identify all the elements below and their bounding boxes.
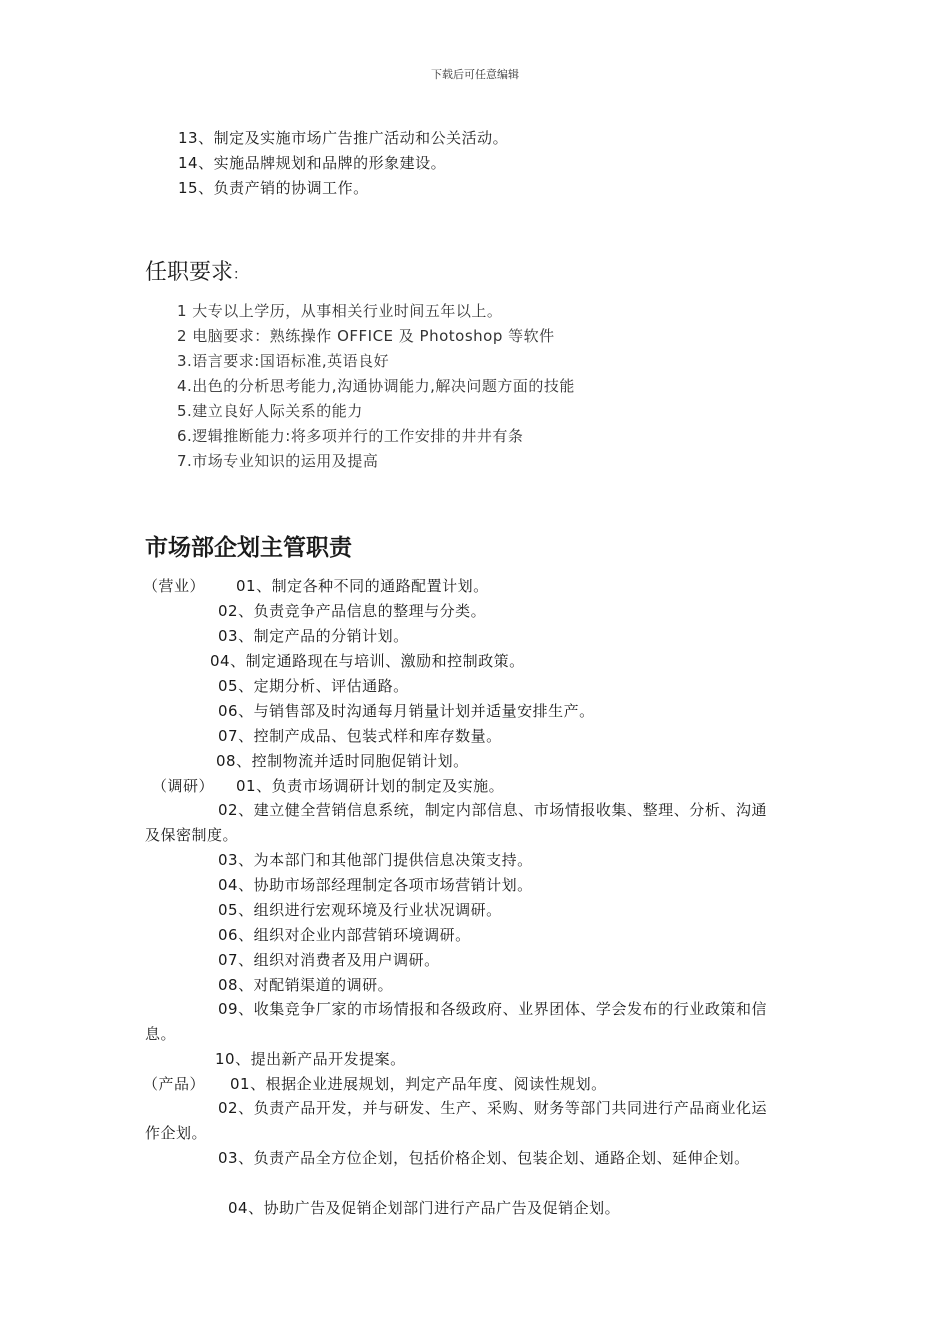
section-label-product: （产品） — [143, 1075, 206, 1093]
research-item: 03、为本部门和其他部门提供信息决策支持。 — [218, 851, 533, 869]
section-label-research: （调研） — [152, 777, 215, 795]
research-item: 10、提出新产品开发提案。 — [215, 1050, 406, 1068]
research-item: 09、收集竞争厂家的市场情报和各级政府、业界团体、学会发布的行业政策和信息。 — [145, 1000, 767, 1043]
research-item: 02、建立健全营销信息系统，制定内部信息、市场情报收集、整理、分析、沟通及保密制度。 — [145, 801, 767, 844]
list-item: 15、负责产销的协调工作。 — [178, 179, 369, 197]
research-item: 08、对配销渠道的调研。 — [218, 976, 394, 994]
requirement-item: 2 电脑要求：熟练操作 OFFICE 及 Photoshop 等软件 — [177, 327, 555, 345]
requirement-item: 6.逻辑推断能力:将多项并行的工作安排的井井有条 — [177, 427, 524, 445]
sales-item: 07、控制产成品、包装式样和库存数量。 — [218, 727, 502, 745]
sales-item: 08、控制物流并适时同胞促销计划。 — [216, 752, 469, 770]
section-label-sales: （营业） — [143, 577, 206, 595]
research-item: 04、协助市场部经理制定各项市场营销计划。 — [218, 876, 533, 894]
research-item: 05、组织进行宏观环境及行业状况调研。 — [218, 901, 502, 919]
sales-item: 02、负责竞争产品信息的整理与分类。 — [218, 602, 487, 620]
research-item: 06、组织对企业内部营销环境调研。 — [218, 926, 471, 944]
list-item: 13、制定及实施市场广告推广活动和公关活动。 — [178, 129, 509, 147]
list-item: 14、实施品牌规划和品牌的形象建设。 — [178, 154, 447, 172]
sales-item: 06、与销售部及时沟通每月销量计划并适量安排生产。 — [218, 702, 595, 720]
requirement-item: 7.市场专业知识的运用及提高 — [177, 452, 379, 470]
research-item: 01、负责市场调研计划的制定及实施。 — [236, 777, 505, 795]
page-header-note: 下载后可任意编辑 — [431, 68, 519, 81]
product-item: 01、根据企业进展规划，判定产品年度、阅读性规划。 — [230, 1075, 607, 1093]
requirement-item: 3.语言要求:国语标准,英语良好 — [177, 352, 390, 370]
planning-title: 市场部企划主管职责 — [145, 535, 352, 561]
requirement-item: 4.出色的分析思考能力,沟通协调能力,解决问题方面的技能 — [177, 377, 575, 395]
requirements-title: 任职要求 — [145, 260, 234, 285]
requirement-item: 1 大专以上学历，从事相关行业时间五年以上。 — [177, 302, 503, 320]
requirement-item: 5.建立良好人际关系的能力 — [177, 402, 363, 420]
sales-item: 04、制定通路现在与培训、激励和控制政策。 — [210, 652, 525, 670]
sales-item: 05、定期分析、评估通路。 — [218, 677, 409, 695]
sales-item: 03、制定产品的分销计划。 — [218, 627, 409, 645]
sales-item: 01、制定各种不同的通路配置计划。 — [236, 577, 489, 595]
product-item: 04、协助广告及促销企划部门进行产品广告及促销企划。 — [228, 1199, 621, 1217]
requirements-title-punct: ： — [233, 267, 248, 283]
product-item: 02、负责产品开发，并与研发、生产、采购、财务等部门共同进行产品商业化运作企划。 — [145, 1099, 767, 1142]
product-item: 03、负责产品全方位企划，包括价格企划、包装企划、通路企划、延伸企划。 — [218, 1149, 750, 1167]
requirements-heading — [145, 259, 247, 289]
research-item: 07、组织对消费者及用户调研。 — [218, 951, 440, 969]
